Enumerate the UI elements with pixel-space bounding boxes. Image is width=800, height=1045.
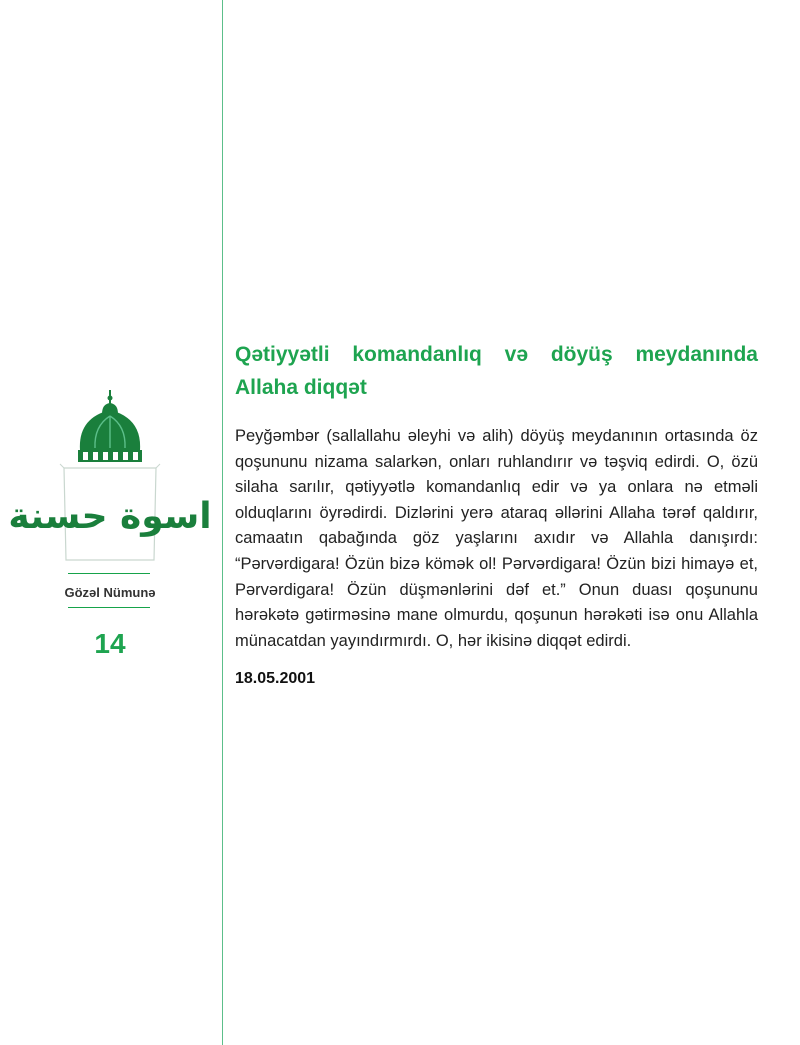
logo-calligraphy: اسوة حسنة	[8, 496, 212, 537]
caption-rule-top	[68, 573, 150, 574]
article-body: Peyğəmbər (sallallahu əleyhi və alih) döyüş meydanının ortasında öz qoşununu nizama salarkən, onları ruhlandırır və təşviq edirdi. O, özü silaha sarılır, qətiyyətlə komandanlıq edir və ya onlara nə etməli olduqlarını öyrədirdi. Dizlərini yerə ataraq əllərini Allaha tərəf qaldırır, camaatın qabağında göz yaşlarını axıdır və Allahla danışırdı: “Pərvərdigara! Özün bizə kömək ol! Pərvərdigara! Özün bizi himayə et, Pərvərdigara! Özün düşmənlərini dəf et.” Onun duası qoşununu hərəkətə gətirməsinə mane olmurdu, qoşunun hərəkəti isə onu Allahla münacatdan yayındırmırdı. O, hər ikisinə diqqət edirdi.	[235, 427, 758, 650]
article	[235, 338, 758, 688]
green-dome-icon	[8, 388, 212, 568]
logo-caption: Gözəl Nümunə	[64, 585, 156, 600]
vertical-divider	[222, 0, 223, 1045]
caption-rule-bottom	[68, 607, 150, 608]
page-number: 14	[94, 628, 126, 659]
mosque-logo	[8, 388, 212, 568]
article-date: 18.05.2001	[235, 670, 316, 688]
article-title: Qətiyyətli komandanlıq və döyüş meydanında Allaha diqqət	[235, 343, 758, 399]
